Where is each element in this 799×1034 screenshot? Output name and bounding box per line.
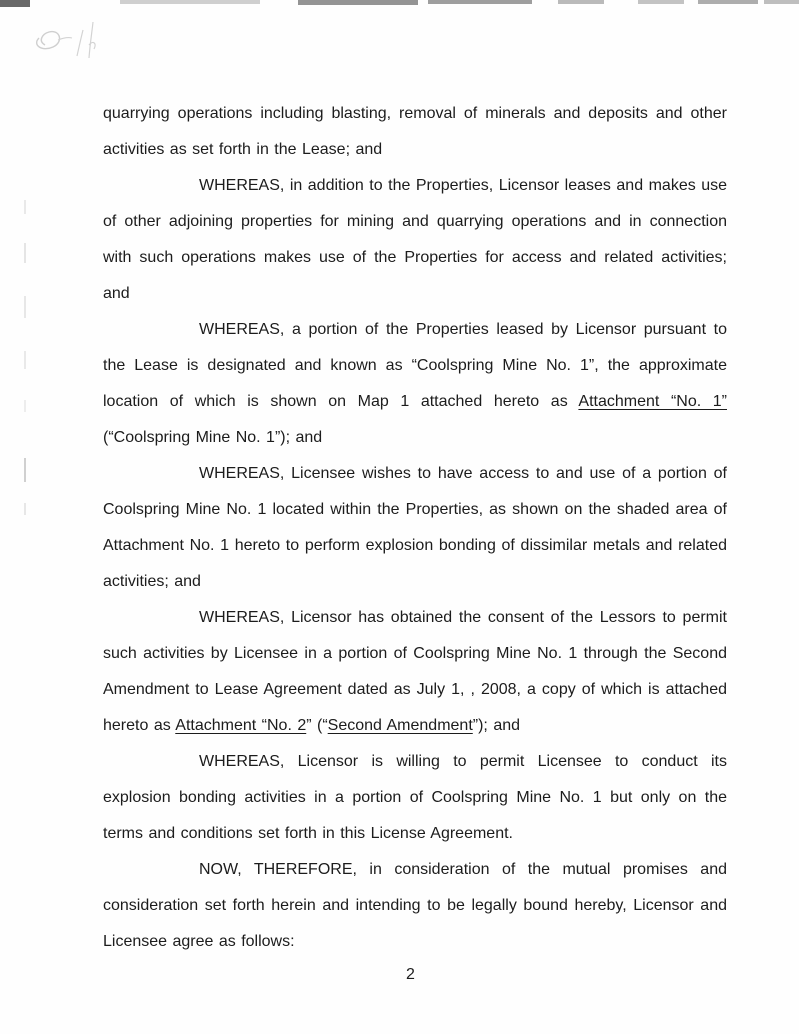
page-number: 2 — [406, 966, 415, 983]
paragraph-continuation-paragraph: quarrying operations including blasting, removal of minerals and deposits and other activities as set forth in the Lease; and — [103, 105, 727, 158]
paragraph-now-therefore: NOW, THEREFORE, in consideration of the mutual promises and consideration set forth herein and intending to be legally bound hereby, Licensor and Licensee agree as follows: — [103, 861, 727, 950]
top-edge-dash — [428, 0, 532, 4]
paragraph-whereas-adjoining-properties: WHEREAS, in addition to the Properties, Licensor leases and makes use of other adjoining properties for mining and quarrying operations and in connection with such operations makes use of the Properties for access and related activities; and — [103, 177, 727, 302]
paragraph-whereas-coolspring-mine: WHEREAS, a portion of the Properties leased by Licensor pursuant to the Lease is designated and known as “Coolspring Mine No. 1”, the approximate location of which is shown on Map 1 attached hereto as Attachment “No. 1” (“Coolspring Mine No. 1”); and — [103, 321, 727, 446]
underlined-reference: Attachment “No. 1” — [578, 393, 727, 410]
document-body — [103, 96, 727, 960]
left-margin-tick — [24, 200, 26, 214]
left-margin-tick — [24, 458, 26, 482]
paragraph-whereas-lessors-consent: WHEREAS, Licensor has obtained the consent of the Lessors to permit such activities by Licensee in a portion of Coolspring Mine No. 1 through the Second Amendment to Lease Agreement dated as July 1, , 2008, a copy of which is attached hereto as Attachment “No. 2” (“Second Amendment”); and — [103, 609, 727, 734]
left-margin-tick — [24, 503, 26, 515]
paragraph-whereas-licensor-willing: WHEREAS, Licensor is willing to permit Licensee to conduct its explosion bonding activities in a portion of Coolspring Mine No. 1 but only on the terms and conditions set forth in this License Agreement. — [103, 753, 727, 842]
underlined-reference: Attachment “No. 2 — [175, 717, 307, 734]
top-edge-dash — [698, 0, 758, 4]
left-margin-tick — [24, 296, 26, 318]
paragraph-whereas-licensee-access: WHEREAS, Licensee wishes to have access to and use of a portion of Coolspring Mine No. 1 located within the Properties, as shown on the shaded area of Attachment No. 1 hereto to perform explosion bonding of dissimilar metals and related activities; and — [103, 465, 727, 590]
top-edge-dash — [638, 0, 684, 4]
top-edge-dash — [764, 0, 799, 4]
pencil-marks — [25, 14, 115, 66]
left-margin-tick — [24, 243, 26, 263]
underlined-reference: Second Amendment — [327, 717, 473, 734]
top-edge-dash — [0, 0, 30, 7]
left-margin-tick — [24, 400, 26, 412]
top-edge-dash — [558, 0, 604, 4]
top-edge-dash — [120, 0, 260, 4]
top-edge-dash — [298, 0, 418, 5]
left-margin-tick — [24, 351, 26, 369]
